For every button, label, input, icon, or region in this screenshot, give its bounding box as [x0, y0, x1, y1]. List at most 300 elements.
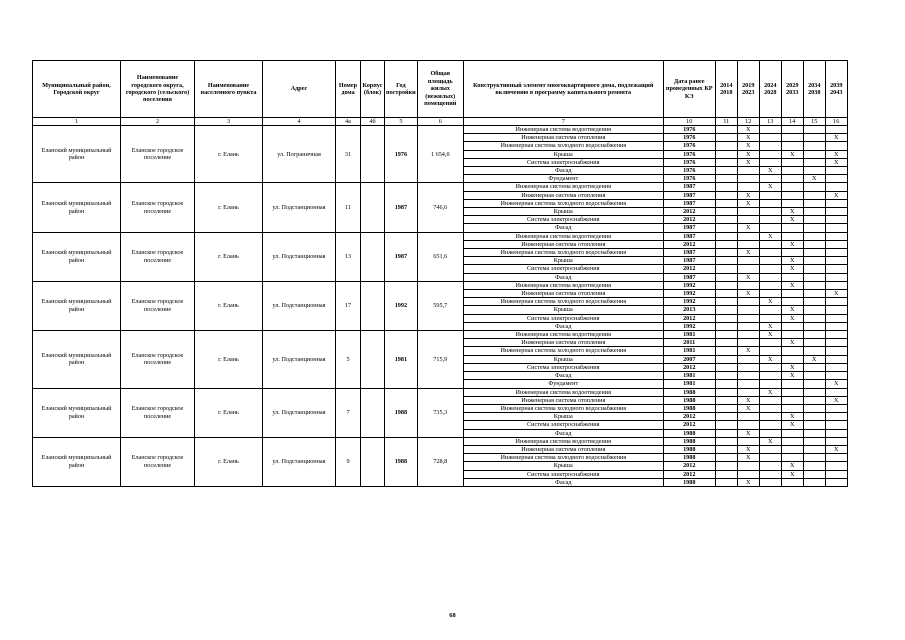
period-mark-cell: X — [737, 224, 759, 232]
period-mark-cell — [715, 388, 737, 396]
locality-cell: г. Елань — [195, 437, 263, 486]
previous-repair-date-cell: 1988 — [663, 437, 715, 445]
period-mark-cell — [803, 142, 825, 150]
period-mark-cell — [803, 224, 825, 232]
period-mark-cell — [803, 331, 825, 339]
column-number: 3 — [195, 118, 263, 126]
structural-element-cell: Инженерная система отопления — [463, 445, 663, 453]
area-cell: 746,6 — [417, 183, 463, 232]
period-mark-cell — [781, 249, 803, 257]
period-mark-cell — [715, 413, 737, 421]
period-mark-cell — [825, 470, 847, 478]
period-mark-cell — [715, 290, 737, 298]
build-year-cell: 1992 — [385, 281, 418, 330]
period-mark-cell — [803, 404, 825, 412]
table-header — [33, 61, 848, 118]
table-row — [33, 437, 848, 445]
period-mark-cell: X — [759, 232, 781, 240]
street-cell: ул. Подстанционная — [263, 437, 336, 486]
period-mark-cell — [781, 134, 803, 142]
period-mark-cell — [803, 347, 825, 355]
period-mark-cell — [737, 314, 759, 322]
period-mark-cell — [803, 388, 825, 396]
previous-repair-date-cell: 1987 — [663, 257, 715, 265]
period-mark-cell — [715, 445, 737, 453]
period-mark-cell — [759, 421, 781, 429]
block-cell — [361, 331, 385, 388]
period-mark-cell — [825, 478, 847, 486]
period-mark-cell — [825, 314, 847, 322]
period-mark-cell: X — [825, 150, 847, 158]
header-cell: Корпус (блок) — [361, 61, 385, 118]
previous-repair-date-cell: 1976 — [663, 150, 715, 158]
period-mark-cell: X — [781, 413, 803, 421]
structural-element-cell: Система электроснабжения — [463, 158, 663, 166]
structural-element-cell: Инженерная система холодного водоснабжения — [463, 454, 663, 462]
period-mark-cell — [759, 150, 781, 158]
period-mark-cell — [759, 470, 781, 478]
period-mark-cell — [737, 413, 759, 421]
period-mark-cell — [781, 331, 803, 339]
period-mark-cell — [737, 339, 759, 347]
header-cell: Наименование городского округа, городского (сельского) поселения — [121, 61, 195, 118]
period-mark-cell — [759, 216, 781, 224]
period-mark-cell — [803, 421, 825, 429]
period-mark-cell — [825, 331, 847, 339]
period-mark-cell — [737, 216, 759, 224]
period-mark-cell — [825, 232, 847, 240]
period-mark-cell — [737, 363, 759, 371]
header-cell: 2024 2028 — [759, 61, 781, 118]
build-year-cell: 1988 — [385, 437, 418, 486]
locality-cell: г. Елань — [195, 232, 263, 281]
structural-element-cell: Инженерная система холодного водоснабжения — [463, 298, 663, 306]
period-mark-cell — [803, 208, 825, 216]
structural-element-cell: Система электроснабжения — [463, 421, 663, 429]
structural-element-cell: Фасад — [463, 167, 663, 175]
period-mark-cell: X — [737, 273, 759, 281]
house-number-cell: 17 — [336, 281, 361, 330]
column-number: 12 — [737, 118, 759, 126]
period-mark-cell: X — [781, 240, 803, 248]
period-mark-cell — [825, 404, 847, 412]
period-mark-cell — [759, 240, 781, 248]
period-mark-cell — [715, 347, 737, 355]
period-mark-cell — [737, 232, 759, 240]
previous-repair-date-cell: 2013 — [663, 306, 715, 314]
street-cell: ул. Подстанционная — [263, 281, 336, 330]
house-number-cell: 13 — [336, 232, 361, 281]
period-mark-cell — [759, 445, 781, 453]
locality-cell: г. Елань — [195, 331, 263, 388]
period-mark-cell — [715, 462, 737, 470]
previous-repair-date-cell: 1981 — [663, 380, 715, 388]
column-number-row — [33, 118, 848, 126]
period-mark-cell — [825, 257, 847, 265]
header-cell: Общая площадь жилых (нежилых) помещений — [417, 61, 463, 118]
previous-repair-date-cell: 1987 — [663, 224, 715, 232]
period-mark-cell — [803, 232, 825, 240]
period-mark-cell: X — [737, 396, 759, 404]
period-mark-cell — [781, 429, 803, 437]
table-row — [33, 183, 848, 191]
period-mark-cell — [715, 454, 737, 462]
period-mark-cell — [737, 355, 759, 363]
period-mark-cell — [803, 183, 825, 191]
period-mark-cell — [715, 273, 737, 281]
period-mark-cell — [759, 158, 781, 166]
period-mark-cell — [715, 380, 737, 388]
period-mark-cell — [825, 281, 847, 289]
build-year-cell: 1988 — [385, 388, 418, 437]
period-mark-cell — [803, 257, 825, 265]
header-cell: Муниципальный район, Городской округ — [33, 61, 121, 118]
period-mark-cell — [803, 314, 825, 322]
period-mark-cell: X — [737, 347, 759, 355]
structural-element-cell: Система электроснабжения — [463, 265, 663, 273]
period-mark-cell — [825, 355, 847, 363]
structural-element-cell: Инженерная система водоотведения — [463, 437, 663, 445]
period-mark-cell — [825, 347, 847, 355]
previous-repair-date-cell: 1976 — [663, 142, 715, 150]
previous-repair-date-cell: 2012 — [663, 208, 715, 216]
period-mark-cell — [715, 224, 737, 232]
period-mark-cell — [715, 175, 737, 183]
house-number-cell: 9 — [336, 437, 361, 486]
column-number: 5 — [385, 118, 418, 126]
district-cell: Еланский муниципальный район — [33, 183, 121, 232]
period-mark-cell: X — [825, 158, 847, 166]
period-mark-cell — [803, 265, 825, 273]
period-mark-cell — [803, 454, 825, 462]
period-mark-cell — [737, 421, 759, 429]
header-cell: Наименование населенного пункта — [195, 61, 263, 118]
structural-element-cell: Крыша — [463, 257, 663, 265]
period-mark-cell — [759, 404, 781, 412]
period-mark-cell — [803, 134, 825, 142]
period-mark-cell — [781, 142, 803, 150]
header-cell: 2034 2038 — [803, 61, 825, 118]
settlement-cell: Еланское городское поселение — [121, 388, 195, 437]
period-mark-cell — [715, 232, 737, 240]
previous-repair-date-cell: 1976 — [663, 167, 715, 175]
column-number: 13 — [759, 118, 781, 126]
period-mark-cell — [759, 126, 781, 134]
period-mark-cell — [737, 388, 759, 396]
previous-repair-date-cell: 2012 — [663, 421, 715, 429]
period-mark-cell — [737, 470, 759, 478]
period-mark-cell — [781, 199, 803, 207]
column-number: 16 — [825, 118, 847, 126]
period-mark-cell — [825, 183, 847, 191]
period-mark-cell: X — [781, 421, 803, 429]
structural-element-cell: Система электроснабжения — [463, 314, 663, 322]
period-mark-cell — [759, 208, 781, 216]
structural-element-cell: Фундамент — [463, 175, 663, 183]
period-mark-cell — [803, 429, 825, 437]
period-mark-cell — [825, 388, 847, 396]
period-mark-cell — [781, 290, 803, 298]
period-mark-cell: X — [737, 290, 759, 298]
period-mark-cell — [737, 257, 759, 265]
district-cell: Еланский муниципальный район — [33, 388, 121, 437]
period-mark-cell — [715, 191, 737, 199]
period-mark-cell — [781, 191, 803, 199]
period-mark-cell — [715, 429, 737, 437]
period-mark-cell — [825, 363, 847, 371]
structural-element-cell: Крыша — [463, 150, 663, 158]
period-mark-cell: X — [737, 429, 759, 437]
previous-repair-date-cell: 2011 — [663, 339, 715, 347]
period-mark-cell — [759, 413, 781, 421]
period-mark-cell — [715, 322, 737, 330]
period-mark-cell — [803, 290, 825, 298]
build-year-cell: 1981 — [385, 331, 418, 388]
area-cell: 735,3 — [417, 388, 463, 437]
period-mark-cell — [759, 363, 781, 371]
settlement-cell: Еланское городское поселение — [121, 331, 195, 388]
house-number-cell: 7 — [336, 388, 361, 437]
period-mark-cell: X — [737, 126, 759, 134]
period-mark-cell — [759, 396, 781, 404]
period-mark-cell — [715, 355, 737, 363]
period-mark-cell — [781, 380, 803, 388]
period-mark-cell — [803, 216, 825, 224]
district-cell: Еланский муниципальный район — [33, 232, 121, 281]
period-mark-cell: X — [781, 363, 803, 371]
period-mark-cell — [781, 224, 803, 232]
area-cell: 595,7 — [417, 281, 463, 330]
period-mark-cell — [825, 462, 847, 470]
period-mark-cell — [803, 240, 825, 248]
period-mark-cell — [759, 429, 781, 437]
header-cell: Дата ранее проведенных КР КЭ — [663, 61, 715, 118]
period-mark-cell — [825, 142, 847, 150]
period-mark-cell — [737, 462, 759, 470]
period-mark-cell: X — [737, 150, 759, 158]
column-number: 1 — [33, 118, 121, 126]
period-mark-cell — [759, 175, 781, 183]
period-mark-cell — [759, 191, 781, 199]
period-mark-cell: X — [781, 208, 803, 216]
period-mark-cell — [825, 224, 847, 232]
period-mark-cell: X — [781, 281, 803, 289]
period-mark-cell — [825, 413, 847, 421]
street-cell: ул. Подстанционная — [263, 183, 336, 232]
period-mark-cell — [715, 199, 737, 207]
period-mark-cell — [825, 454, 847, 462]
period-mark-cell — [825, 437, 847, 445]
period-mark-cell — [781, 347, 803, 355]
period-mark-cell — [715, 150, 737, 158]
table-row — [33, 126, 848, 134]
period-mark-cell — [715, 306, 737, 314]
period-mark-cell — [715, 257, 737, 265]
period-mark-cell — [715, 216, 737, 224]
period-mark-cell — [737, 306, 759, 314]
structural-element-cell: Инженерная система водоотведения — [463, 232, 663, 240]
area-cell: 715,9 — [417, 331, 463, 388]
period-mark-cell: X — [825, 445, 847, 453]
area-cell: 1 654,0 — [417, 126, 463, 183]
settlement-cell: Еланское городское поселение — [121, 183, 195, 232]
previous-repair-date-cell: 2012 — [663, 363, 715, 371]
previous-repair-date-cell: 1981 — [663, 347, 715, 355]
period-mark-cell — [803, 470, 825, 478]
period-mark-cell — [715, 281, 737, 289]
build-year-cell: 1976 — [385, 126, 418, 183]
previous-repair-date-cell: 2012 — [663, 240, 715, 248]
header-cell: Год постройки — [385, 61, 418, 118]
period-mark-cell: X — [825, 290, 847, 298]
previous-repair-date-cell: 1976 — [663, 175, 715, 183]
period-mark-cell — [737, 183, 759, 191]
period-mark-cell — [803, 363, 825, 371]
structural-element-cell: Инженерная система отопления — [463, 290, 663, 298]
period-mark-cell: X — [781, 150, 803, 158]
previous-repair-date-cell: 1987 — [663, 273, 715, 281]
locality-cell: г. Елань — [195, 126, 263, 183]
period-mark-cell — [781, 355, 803, 363]
period-mark-cell: X — [825, 380, 847, 388]
header-cell: 2014 2018 — [715, 61, 737, 118]
period-mark-cell — [715, 158, 737, 166]
period-mark-cell — [715, 331, 737, 339]
previous-repair-date-cell: 1976 — [663, 134, 715, 142]
column-number: 4а — [336, 118, 361, 126]
previous-repair-date-cell: 1988 — [663, 429, 715, 437]
table-row — [33, 331, 848, 339]
period-mark-cell: X — [825, 396, 847, 404]
period-mark-cell — [759, 257, 781, 265]
period-mark-cell — [759, 462, 781, 470]
period-mark-cell: X — [759, 388, 781, 396]
period-mark-cell — [715, 339, 737, 347]
period-mark-cell — [737, 175, 759, 183]
column-number: 11 — [715, 118, 737, 126]
period-mark-cell — [737, 322, 759, 330]
structural-element-cell: Инженерная система водоотведения — [463, 388, 663, 396]
previous-repair-date-cell: 1987 — [663, 249, 715, 257]
period-mark-cell — [781, 158, 803, 166]
period-mark-cell: X — [759, 331, 781, 339]
period-mark-cell: X — [737, 249, 759, 257]
period-mark-cell: X — [759, 298, 781, 306]
period-mark-cell — [803, 150, 825, 158]
locality-cell: г. Елань — [195, 388, 263, 437]
period-mark-cell: X — [781, 257, 803, 265]
column-number: 4 — [263, 118, 336, 126]
structural-element-cell: Крыша — [463, 306, 663, 314]
period-mark-cell — [759, 347, 781, 355]
structural-element-cell: Крыша — [463, 355, 663, 363]
header-cell: 2019 2023 — [737, 61, 759, 118]
house-number-cell: 31 — [336, 126, 361, 183]
header-cell: Номер дома — [336, 61, 361, 118]
period-mark-cell: X — [737, 478, 759, 486]
period-mark-cell — [803, 437, 825, 445]
period-mark-cell: X — [781, 339, 803, 347]
column-number: 6 — [417, 118, 463, 126]
capital-repair-program-table — [32, 60, 848, 487]
period-mark-cell: X — [737, 454, 759, 462]
locality-cell: г. Елань — [195, 183, 263, 232]
period-mark-cell — [781, 478, 803, 486]
period-mark-cell — [737, 380, 759, 388]
period-mark-cell — [737, 437, 759, 445]
previous-repair-date-cell: 2012 — [663, 470, 715, 478]
structural-element-cell: Фасад — [463, 429, 663, 437]
structural-element-cell: Инженерная система отопления — [463, 339, 663, 347]
period-mark-cell — [715, 134, 737, 142]
period-mark-cell — [781, 273, 803, 281]
period-mark-cell — [803, 396, 825, 404]
column-number: 2 — [121, 118, 195, 126]
previous-repair-date-cell: 1987 — [663, 191, 715, 199]
period-mark-cell: X — [759, 167, 781, 175]
period-mark-cell: X — [759, 183, 781, 191]
period-mark-cell — [759, 372, 781, 380]
period-mark-cell — [715, 183, 737, 191]
block-cell — [361, 437, 385, 486]
settlement-cell: Еланское городское поселение — [121, 126, 195, 183]
previous-repair-date-cell: 1992 — [663, 322, 715, 330]
previous-repair-date-cell: 1992 — [663, 290, 715, 298]
house-number-cell: 5 — [336, 331, 361, 388]
previous-repair-date-cell: 1988 — [663, 454, 715, 462]
period-mark-cell — [825, 126, 847, 134]
period-mark-cell — [825, 208, 847, 216]
table-body — [33, 118, 848, 487]
period-mark-cell: X — [781, 265, 803, 273]
previous-repair-date-cell: 1981 — [663, 372, 715, 380]
previous-repair-date-cell: 2007 — [663, 355, 715, 363]
period-mark-cell: X — [803, 355, 825, 363]
structural-element-cell: Инженерная система водоотведения — [463, 183, 663, 191]
period-mark-cell: X — [781, 314, 803, 322]
period-mark-cell — [825, 298, 847, 306]
period-mark-cell — [825, 339, 847, 347]
period-mark-cell — [803, 413, 825, 421]
period-mark-cell — [803, 249, 825, 257]
period-mark-cell — [803, 462, 825, 470]
period-mark-cell: X — [825, 191, 847, 199]
period-mark-cell — [715, 437, 737, 445]
period-mark-cell: X — [737, 142, 759, 150]
settlement-cell: Еланское городское поселение — [121, 437, 195, 486]
period-mark-cell: X — [759, 322, 781, 330]
period-mark-cell: X — [737, 158, 759, 166]
structural-element-cell: Инженерная система отопления — [463, 240, 663, 248]
period-mark-cell — [715, 396, 737, 404]
previous-repair-date-cell: 1981 — [663, 331, 715, 339]
period-mark-cell: X — [825, 134, 847, 142]
settlement-cell: Еланское городское поселение — [121, 232, 195, 281]
period-mark-cell — [759, 273, 781, 281]
period-mark-cell: X — [781, 306, 803, 314]
period-mark-cell — [715, 404, 737, 412]
period-mark-cell — [803, 322, 825, 330]
period-mark-cell — [715, 249, 737, 257]
column-number: 10 — [663, 118, 715, 126]
period-mark-cell — [737, 298, 759, 306]
locality-cell: г. Елань — [195, 281, 263, 330]
street-cell: ул. Пограничная — [263, 126, 336, 183]
structural-element-cell: Инженерная система водоотведения — [463, 281, 663, 289]
period-mark-cell — [759, 249, 781, 257]
period-mark-cell: X — [781, 462, 803, 470]
period-mark-cell — [803, 478, 825, 486]
